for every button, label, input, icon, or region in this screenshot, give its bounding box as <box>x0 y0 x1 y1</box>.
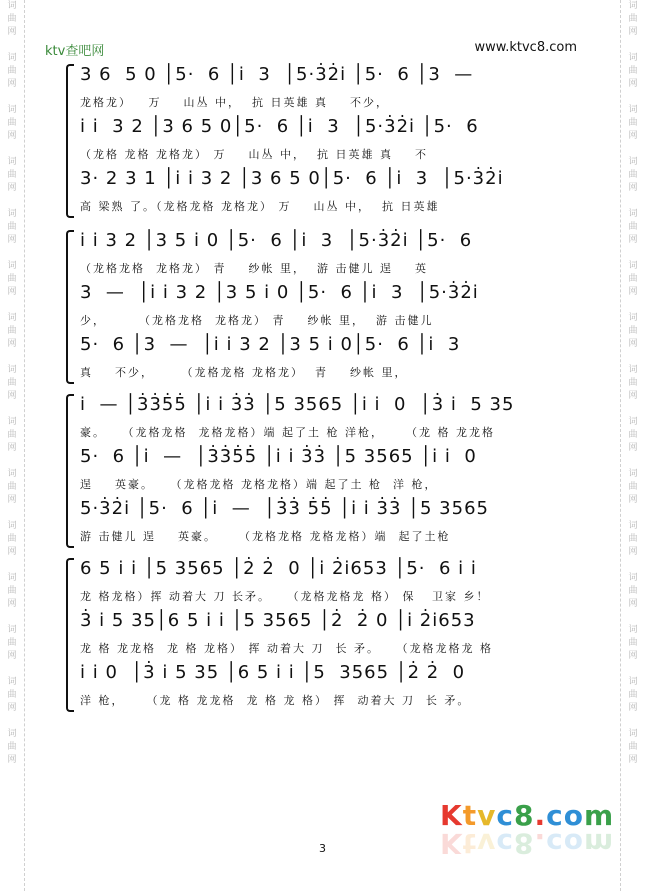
score-staff <box>72 662 572 716</box>
staff-notes: i i 3 2 │3 6 5 0│5· 6 │i 3 │5·3̇2̇i │5· 6 <box>80 116 479 137</box>
staff-lyrics: （龙格龙格 龙格龙） 青 纱帐 里， 游 击健儿 逞 英 <box>80 262 428 275</box>
score-staff <box>72 116 572 170</box>
staff-lyrics: 豪。 （龙格龙格 龙格龙格）端 起了土 枪 洋枪， （龙 格 龙龙格 <box>80 426 495 439</box>
site-name: ktv查吧网 <box>45 44 105 59</box>
staff-notes: 3 — │i i 3 2 │3 5 i 0 │5· 6 │i 3 │5·3̇2̇i <box>80 282 479 303</box>
score-staff <box>72 498 572 552</box>
staff-notes: 5· 6 │i — │3̇3̇5̇5̇ │i i 3̇3̇ │5 3565 │i i 0 <box>80 446 477 467</box>
staff-lyrics: 洋 枪， （龙 格 龙龙格 龙 格 龙 格） 挥 动着大 刀 长 矛。 <box>80 694 471 707</box>
staff-notes: 6 5 i i │5 3565 │2̇ 2̇ 0 │i 2̇i653 │5· 6 i i <box>80 558 477 579</box>
staff-lyrics: 龙 格 龙龙格 龙 格 龙格） 挥 动着大 刀 长 矛。 （龙格龙格龙 格 <box>80 642 493 655</box>
staff-lyrics: 高 梁熟 了。（龙格龙格 龙格龙） 万 山丛 中， 抗 日英雄 <box>80 200 440 213</box>
staff-notes: i — │3̇3̇5̇5̇ │i i 3̇3̇ │5 3565 │i i 0 │3̇ i 5 35 <box>80 394 515 415</box>
score-system-1 <box>72 64 572 224</box>
score-staff <box>72 230 572 284</box>
score-staff <box>72 64 572 118</box>
staff-notes: 5· 6 │3 — │i i 3 2 │3 5 i 0│5· 6 │i 3 <box>80 334 461 355</box>
staff-lyrics: 逞 英豪。 （龙格龙格 龙格龙格）端 起了土 枪 洋 枪， <box>80 478 438 491</box>
ktvc8-logo: Ktvc8.com <box>440 799 615 832</box>
staff-lyrics: 真 不少， （龙格龙格 龙格龙） 青 纱帐 里， <box>80 366 408 379</box>
staff-notes: 3· 2 3 1 │i i 3 2 │3 6 5 0│5· 6 │i 3 │5·3̇2̇i <box>80 168 504 189</box>
score-staff <box>72 168 572 222</box>
score-staff <box>72 446 572 500</box>
side-watermark-right: 词 曲 网 词 曲 网 词 曲 网 词 曲 网 词 曲 网 词 曲 网 词 曲 网 词 曲 网 词 曲 网 词 曲 网 词 曲 网 词 曲 网 词 曲 网 词 曲 网 词 曲 网 <box>628 1 638 765</box>
staff-lyrics: （龙格 龙格 龙格龙） 万 山丛 中， 抗 日英雄 真 不 <box>80 148 428 161</box>
score-staff <box>72 610 572 664</box>
margin-line-left <box>24 0 25 891</box>
page-number: 3 <box>319 842 326 855</box>
score-system-2 <box>72 230 572 390</box>
side-watermark-left: 词 曲 网 词 曲 网 词 曲 网 词 曲 网 词 曲 网 词 曲 网 词 曲 网 词 曲 网 词 曲 网 词 曲 网 词 曲 网 词 曲 网 词 曲 网 词 曲 网 词 曲 网 <box>7 1 17 765</box>
staff-lyrics: 少， （龙格龙格 龙格龙） 青 纱帐 里， 游 击健儿 <box>80 314 434 327</box>
margin-line-right <box>620 0 621 891</box>
staff-lyrics: 龙格龙） 万 山丛 中， 抗 日英雄 真 不少， <box>80 96 389 109</box>
staff-notes: i i 3 2 │3 5 i 0 │5· 6 │i 3 │5·3̇2̇i │5· 6 <box>80 230 473 251</box>
score-staff <box>72 334 572 388</box>
score-staff <box>72 394 572 448</box>
staff-lyrics: 龙 格龙格）挥 动着大 刀 长矛。 （龙格龙格龙 格） 保 卫家 乡！ <box>80 590 490 603</box>
staff-notes: i i 0 │3̇ i 5 35 │6 5 i i │5 3565 │2̇ 2̇ 0 <box>80 662 466 683</box>
staff-notes: 3 6 5 0 │5· 6 │i 3 │5·3̇2̇i │5· 6 │3 — <box>80 64 474 85</box>
staff-notes: 3̇ i 5 35│6 5 i i │5 3565 │2̇ 2̇ 0 │i 2̇i653 <box>80 610 476 631</box>
staff-notes: 5·3̇2̇i │5· 6 │i — │3̇3̇ 5̇5̇ │i i 3̇3̇ │5 3565 <box>80 498 489 519</box>
score-staff <box>72 558 572 612</box>
score-system-3 <box>72 394 572 554</box>
score-staff <box>72 282 572 336</box>
site-url: www.ktvc8.com <box>474 40 577 55</box>
score-system-4 <box>72 558 572 718</box>
ktvc8-logo-reflection: Ktvc8.com <box>440 827 615 860</box>
staff-lyrics: 游 击健儿 逞 英豪。 （龙格龙格 龙格龙格）端 起了土枪 <box>80 530 451 543</box>
